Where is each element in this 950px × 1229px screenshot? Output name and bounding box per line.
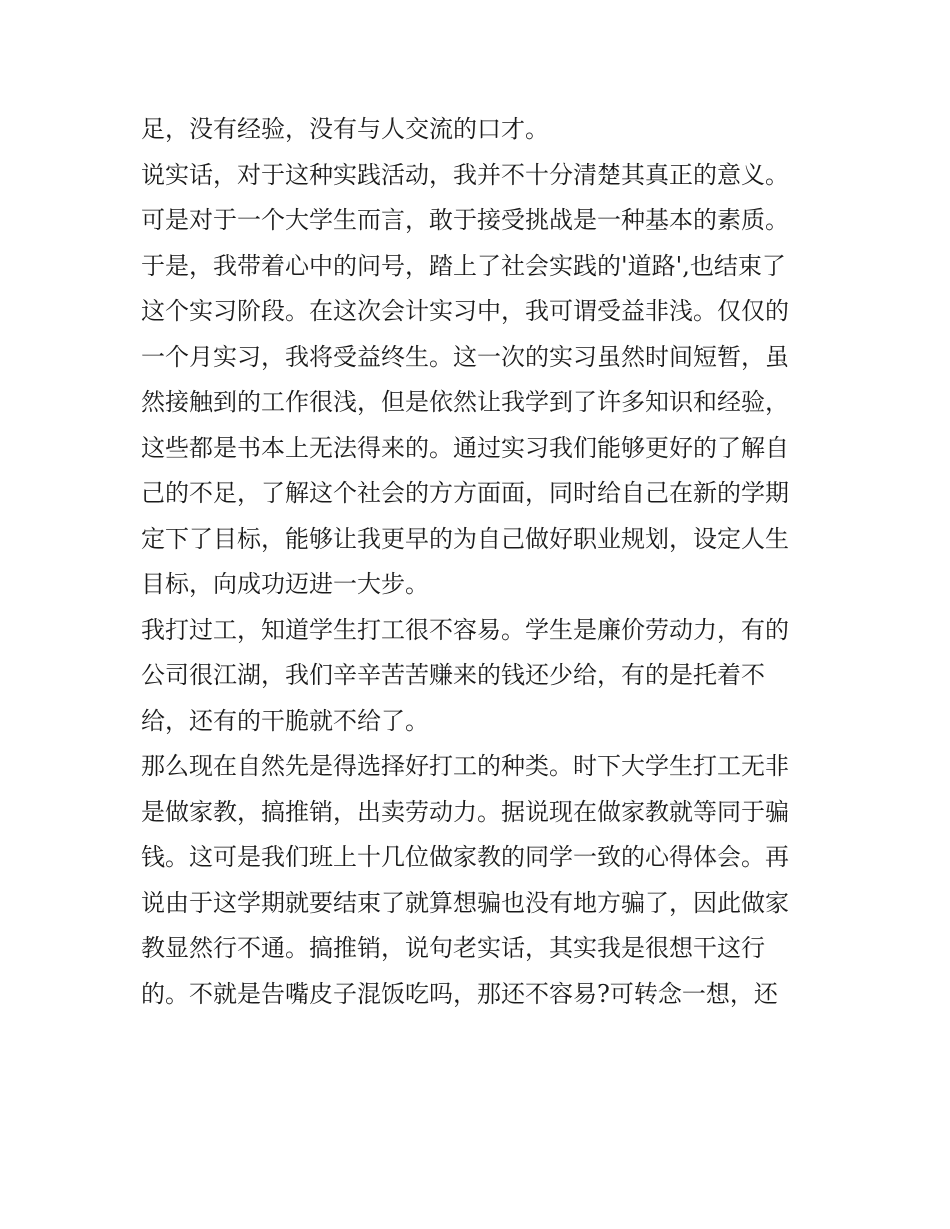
- text-line: 然接触到的工作很浅，但是依然让我学到了许多知识和经验，: [141, 388, 789, 416]
- text-line: 足，没有经验，没有与人交流的口才。: [141, 115, 549, 143]
- text-line: 目标，向成功迈进一大步。: [141, 570, 429, 598]
- text-line: 说由于这学期就要结束了就算想骗也没有地方骗了，因此做家: [141, 888, 789, 917]
- text-line: 这个实习阶段。在这次会计实习中，我可谓受益非浅。仅仅的: [141, 297, 789, 325]
- text-line: 一个月实习，我将受益终生。这一次的实习虽然时间短暂，虽: [141, 342, 789, 371]
- text-line: 是做家教，搞推销，出卖劳动力。据说现在做家教就等同于骗: [141, 797, 789, 826]
- text-line: 钱。这可是我们班上十几位做家教的同学一致的心得体会。再: [141, 843, 789, 871]
- text-line: 定下了目标，能够让我更早的为自己做好职业规划，设定人生: [141, 524, 789, 553]
- text-line: 可是对于一个大学生而言，敢于接受挑战是一种基本的素质。: [141, 206, 789, 234]
- text-line: 己的不足，了解这个社会的方方面面，同时给自己在新的学期: [141, 479, 789, 507]
- text-line: 于是，我带着心中的问号，踏上了社会实践的'道路',也结束了: [141, 251, 786, 280]
- text-line: 公司很江湖，我们辛辛苦苦赚来的钱还少给，有的是托着不: [141, 661, 765, 689]
- text-line: 那么现在自然先是得选择好打工的种类。时下大学生打工无非: [141, 752, 789, 780]
- text-line: 的。不就是告嘴皮子混饭吃吗，那还不容易?可转念一想，还: [141, 979, 778, 1008]
- text-line: 说实话，对于这种实践活动，我并不十分清楚其真正的意义。: [141, 160, 789, 189]
- text-line: 这些都是书本上无法得来的。通过实习我们能够更好的了解自: [141, 433, 789, 462]
- text-line: 我打过工，知道学生打工很不容易。学生是廉价劳动力，有的: [141, 615, 789, 644]
- text-line: 教显然行不通。搞推销，说句老实话，其实我是很想干这行: [141, 934, 765, 962]
- body-text: [141, 107, 821, 1017]
- text-line: 给，还有的干脆就不给了。: [141, 706, 429, 735]
